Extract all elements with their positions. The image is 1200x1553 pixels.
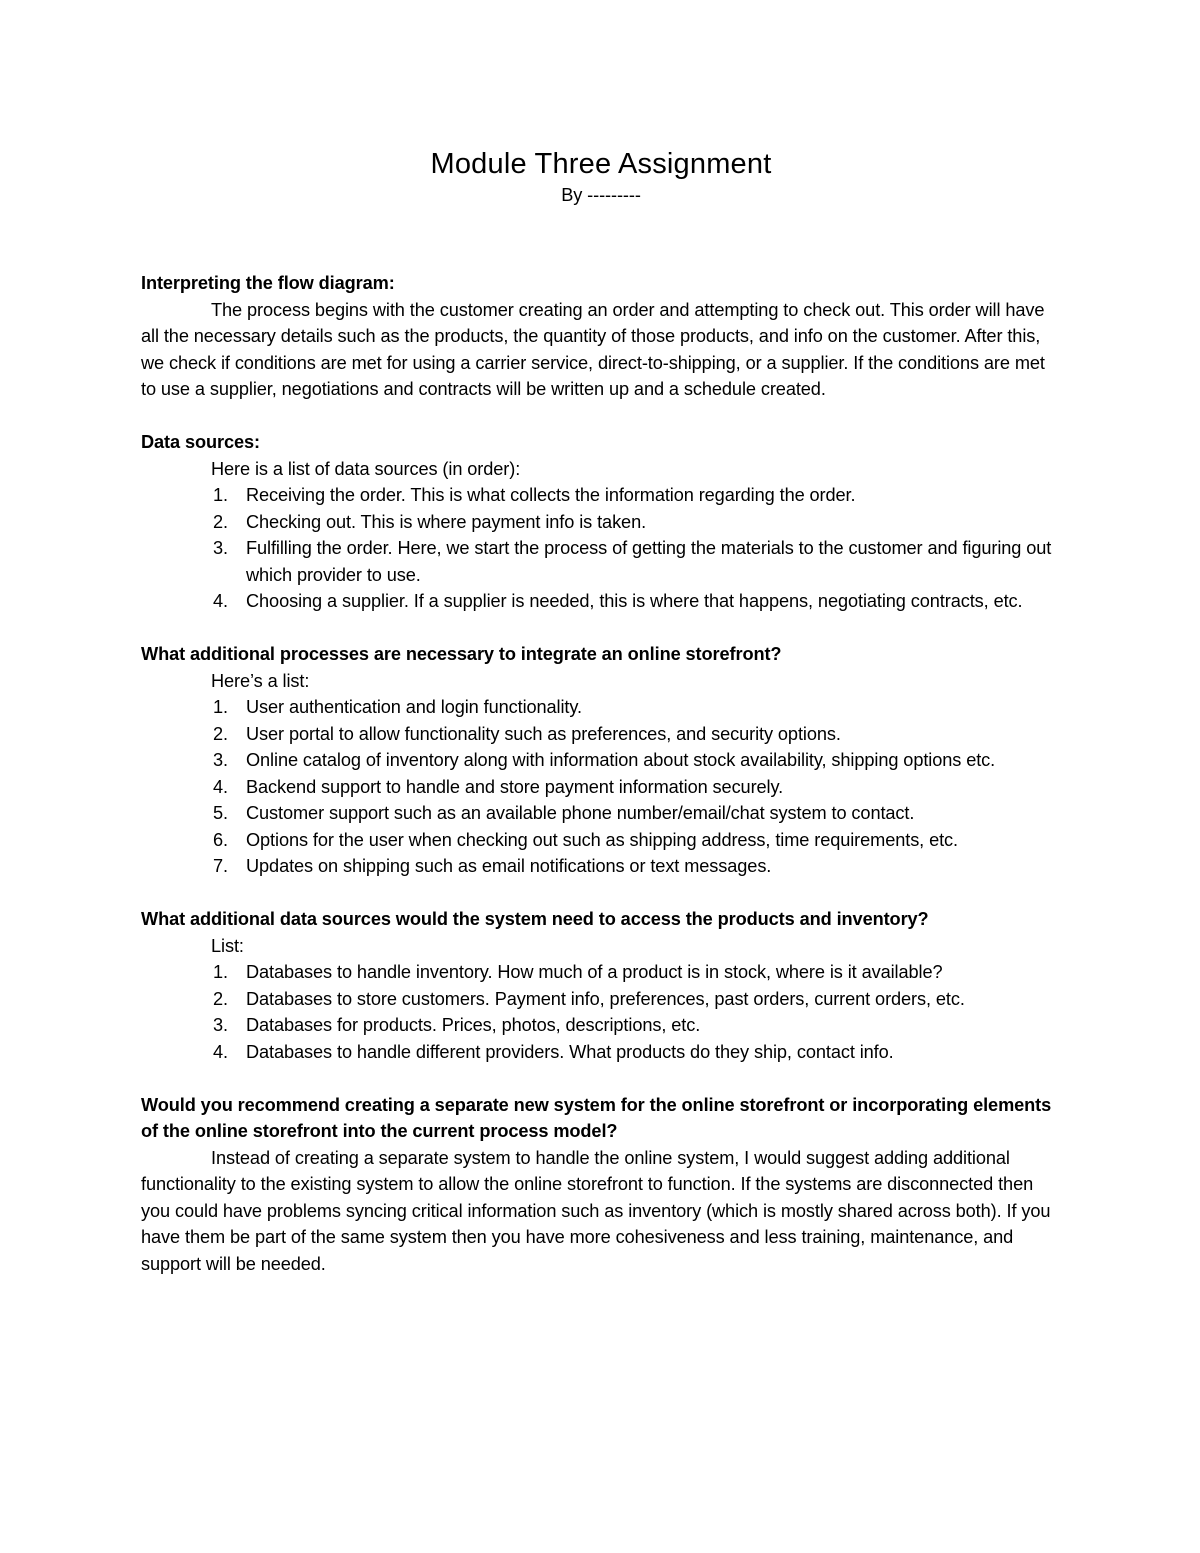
spacer [141, 208, 1061, 270]
list-item-text: User authentication and login functionality. [246, 697, 582, 717]
numbered-list [141, 959, 1061, 1065]
list-item-text: Backend support to handle and store payment information securely. [246, 776, 784, 797]
list-number: 4. [213, 1041, 228, 1062]
spacer [141, 403, 1061, 430]
section-heading: What additional data sources would the system need to access the products and inventory? [141, 909, 929, 929]
list-item-text: Fulfilling the order. Here, we start the process of getting the materials to the customer and figuring out which provider to use. [246, 538, 1052, 585]
spacer [141, 1065, 1061, 1092]
list-item [141, 853, 1061, 880]
list-item-text: Options for the user when checking out such as shipping address, time requirements, etc. [246, 829, 959, 850]
list-item-text: User portal to allow functionality such as preferences, and security options. [246, 723, 841, 744]
list-number: 4. [213, 591, 228, 611]
list-number: 6. [213, 829, 228, 850]
list-item [141, 694, 1061, 721]
section-heading: Would you recommend creating a separate new system for the online storefront or incorporating elements of the online storefront into the current process model? [141, 1094, 1052, 1141]
section-heading: Data sources: [141, 432, 260, 452]
section-data-sources [141, 429, 1061, 615]
list-item [141, 721, 1061, 748]
list-item-text: Receiving the order. This is what collects the information regarding the order. [246, 485, 856, 505]
list-number: 3. [213, 750, 228, 770]
list-item [141, 509, 1061, 536]
list-item [141, 535, 1061, 588]
list-number: 2. [213, 511, 228, 532]
list-item [141, 959, 1061, 986]
section-additional-processes [141, 641, 1061, 880]
list-item-text: Online catalog of inventory along with information about stock availability, shipping options etc. [246, 750, 996, 770]
list-item-text: Databases to handle inventory. How much of a product is in stock, where is it available? [246, 962, 943, 982]
list-item [141, 774, 1061, 801]
document-title: Module Three Assignment [430, 148, 772, 180]
list-item [141, 827, 1061, 854]
list-intro: Here is a list of data sources (in order): [211, 458, 521, 479]
list-item [141, 1012, 1061, 1039]
list-number: 3. [213, 538, 228, 558]
list-number: 7. [213, 856, 228, 876]
document-body [141, 146, 1061, 1277]
section-additional-data-sources [141, 906, 1061, 1065]
spacer [141, 880, 1061, 907]
list-item-text: Databases to store customers. Payment info, preferences, past orders, current orders, etc. [246, 988, 965, 1009]
list-item [141, 800, 1061, 827]
spacer [141, 615, 1061, 642]
list-number: 4. [213, 776, 228, 797]
list-number: 2. [213, 988, 228, 1009]
list-item-text: Checking out. This is where payment info is taken. [246, 511, 647, 532]
list-item [141, 1039, 1061, 1066]
list-item-text: Updates on shipping such as email notifications or text messages. [246, 856, 772, 876]
numbered-list [141, 482, 1061, 615]
section-paragraph: The process begins with the customer creating an order and attempting to check out. This order will have all the necessary details such as the products, the quantity of those products, and info on the customer. After this, we check if conditions are met for using a carrier service, direct-to-shipping, or a supplier. If the conditions are met to use a supplier, negotiations and contracts will be written up and a schedule created. [141, 299, 1045, 399]
list-intro: List: [211, 935, 244, 956]
list-item-text: Databases for products. Prices, photos, descriptions, etc. [246, 1015, 701, 1035]
list-number: 1. [213, 485, 228, 505]
section-heading: What additional processes are necessary to integrate an online storefront? [141, 644, 782, 664]
list-item-text: Databases to handle different providers. What products do they ship, contact info. [246, 1041, 894, 1062]
list-number: 3. [213, 1015, 228, 1035]
list-item [141, 986, 1061, 1013]
list-intro: Here’s a list: [211, 670, 310, 691]
list-item [141, 588, 1061, 615]
list-number: 2. [213, 723, 228, 744]
section-paragraph: Instead of creating a separate system to handle the online system, I would suggest adding additional functionality to the existing system to allow the online storefront to function. If the systems are disconnected then you could have problems syncing critical information such as inventory (which is mostly shared across both). If you have them be part of the same system then you have more cohesiveness and less training, maintenance, and support will be needed. [141, 1147, 1051, 1274]
list-number: 5. [213, 803, 228, 823]
section-flow-diagram [141, 270, 1061, 403]
numbered-list [141, 694, 1061, 880]
list-item-text: Customer support such as an available phone number/email/chat system to contact. [246, 803, 915, 823]
list-number: 1. [213, 962, 228, 982]
section-recommendation [141, 1092, 1061, 1278]
section-heading: Interpreting the flow diagram: [141, 273, 395, 293]
list-item [141, 747, 1061, 774]
list-item-text: Choosing a supplier. If a supplier is needed, this is where that happens, negotiating contracts, etc. [246, 591, 1023, 611]
list-number: 1. [213, 697, 228, 717]
list-item [141, 482, 1061, 509]
document-byline: By --------- [561, 185, 641, 205]
